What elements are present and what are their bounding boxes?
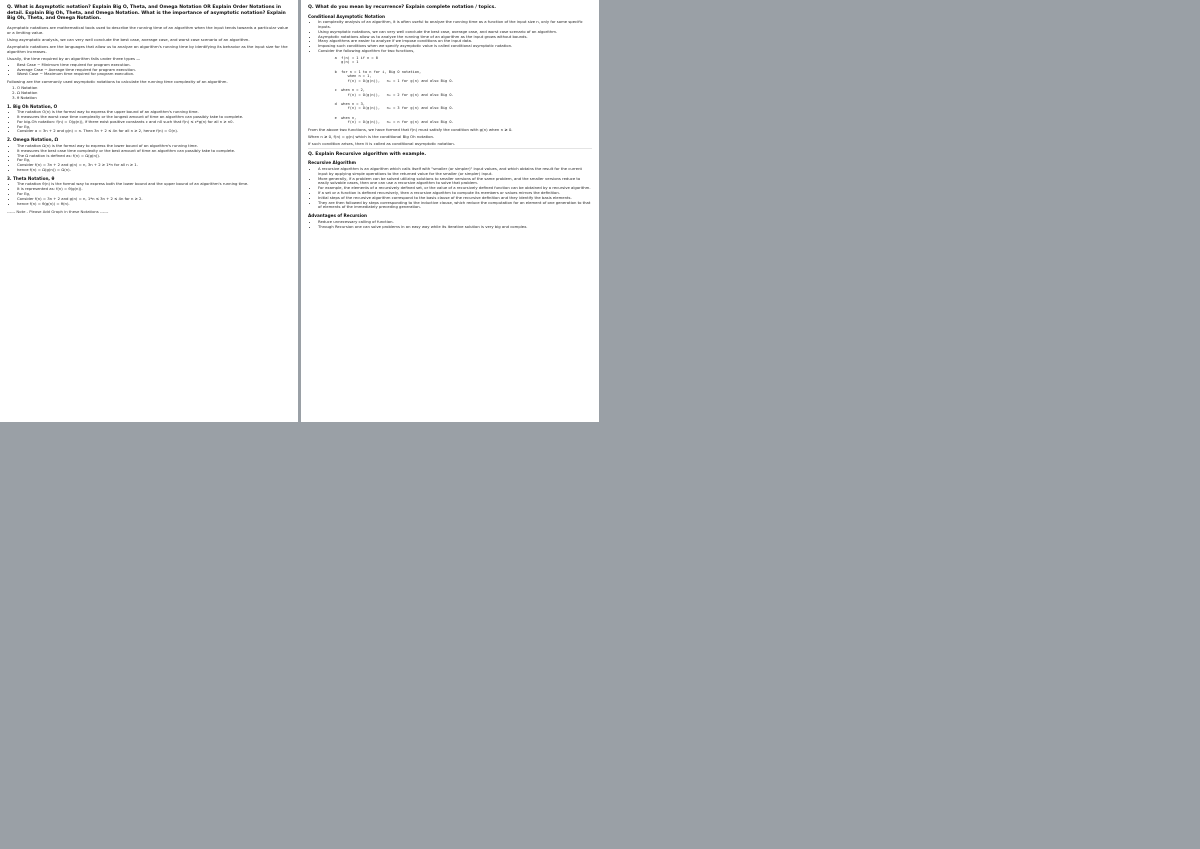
page-top-left bbox=[0, 0, 298, 422]
list-item: • They are then followed by steps corresponding to the inductive clause, which reduce the computation for an element of one generation to that of elements of the immediately preceding generation. bbox=[318, 201, 592, 211]
section-heading: 3. Theta Notation, θ bbox=[7, 175, 55, 181]
paragraph: Following are the commonly used asymptotic notations to calculate the running time complexity of an algorithm. bbox=[7, 79, 228, 85]
list-item: • Average Case − Average time required for program execution. bbox=[17, 68, 291, 73]
paragraph: Asymptotic notations are the languages that allow us to analyze an algorithm's running time by identifying its behavior as the input size for the algorithm increases. bbox=[7, 43, 288, 54]
question-title: Q. What is Asymptotic notation? Explain Big O, Theta, and Omega Notation OR Explain Order Notations in detail. Explain Big Oh, Theta, and Omega Notation. What is the importance of asymptotic notation? Explain Big Oh, Theta, and Omega Notation. bbox=[7, 5, 286, 22]
list-item: • Through Recursion one can solve problems in an easy way while its iterative solution is very big and complex. bbox=[318, 225, 592, 230]
recursive-list bbox=[308, 167, 592, 210]
list-item: • Initial steps of the recursive algorithm correspond to the basis clause of the recursive definition and they identify the basis elements. bbox=[318, 196, 592, 201]
paragraph: Using asymptotic analysis, we can very well conclude the best case, average case, and worst case scenario of an algorithm. bbox=[7, 36, 250, 42]
list-item: • It is represented as: f(n) = θ(g(n)). bbox=[17, 187, 291, 192]
case-list bbox=[7, 63, 291, 77]
list-item: • The notation θ(n) is the formal way to express both the lower bound and the upper bound of an algorithm's running time. bbox=[17, 182, 291, 187]
list-item: • hence f(n) = θ(g(n)) = θ(n). bbox=[17, 202, 291, 207]
section-heading: Recursive Algorithm bbox=[308, 160, 356, 166]
list-item: • Using asymptotic notations, we can very well conclude the best case, average case, and worst case scenario of an algorithm. bbox=[318, 30, 592, 35]
separator bbox=[308, 148, 592, 149]
list-item: • It measures the worst case time complexity or the longest amount of time an algorithm can possibly take to complete. bbox=[17, 115, 291, 120]
paragraph: Asymptotic notations are mathematical tools used to describe the running time of an algorithm when the input tends towards a particular value or a limiting value. bbox=[7, 24, 289, 35]
list-item: 3. θ Notation bbox=[17, 96, 291, 101]
section-heading: Advantages of Recursion bbox=[308, 213, 367, 219]
paragraph: From the above two functions, we have formed that f(n) must satisfy the condition with g(n) when n ≥ 0. bbox=[308, 126, 513, 132]
theta-list bbox=[7, 182, 291, 206]
question-title: Q. What do you mean by recurrence? Explain complete notation / topics. bbox=[308, 5, 496, 10]
list-item: • The Ω notation is defined as: f(n) = Ω(g(n)). bbox=[17, 154, 291, 159]
list-item: • If a set or a function is defined recursively, then a recursive algorithm to compute its members or values mirrors the definition. bbox=[318, 191, 592, 196]
list-item: • For Eg, bbox=[17, 192, 291, 197]
code-block: a f(n) = 1 if n = 0 g(n) = 1 b for n = 1 to n for i, Big O notation, when n = 1, f(n) = O(g(n)), n₀ = 1 for g(n) and also Big O. c when n = 2, f(n) = O(g(n)), n₀ = 2 for g(n) and also Big O. d when n = 3, f(n) = O(g(n)), n₀ = 3 for g(n) and also Big O. e when n, f(n) = O(g(n)), n₀ = n for g(n) and also Big O. bbox=[334, 55, 454, 125]
paragraph: Usually, the time required by an algorithm falls under three types — bbox=[7, 55, 141, 61]
list-item: • For Eg, bbox=[17, 125, 291, 130]
question-title: Q. Explain Recursive algorithm with example. bbox=[308, 151, 427, 157]
paragraph: If such condition arises, then it is called as conditional asymptotic notation. bbox=[308, 140, 456, 146]
list-item: • Imposing such conditions when we specify asymptotic value is called conditional asymptotic notation. bbox=[318, 44, 592, 49]
list-item: • For example, the elements of a recursively defined set, or the value of a recursively defined function can be obtained by a recursive algorithm. bbox=[318, 186, 592, 191]
section-heading: 2. Omega Notation, Ω bbox=[7, 137, 59, 143]
list-item: • The notation O(n) is the formal way to express the upper bound of an algorithm's running time. bbox=[17, 110, 291, 115]
conditional-list bbox=[308, 20, 592, 54]
list-item: • Consider f(n) = 3n + 2 and g(n) = n, 1*n ≤ 3n + 2 ≤ 4n for n ≥ 2. bbox=[17, 197, 291, 202]
page-top-second bbox=[301, 0, 599, 422]
list-item: • Best Case − Minimum time required for program execution. bbox=[17, 63, 291, 68]
bigo-list bbox=[7, 110, 291, 134]
list-item: • Consider a = 3n + 2 and g(n) = n. Then 3n + 2 ≤ 4n for all n ≥ 2, hence f(n) = O(n). bbox=[17, 129, 291, 134]
section-heading: Conditional Asymptotic Notation bbox=[308, 13, 385, 19]
list-item: • Worst Case − Maximum time required for program execution. bbox=[17, 72, 291, 77]
list-item: • More generally, if a problem can be solved utilizing solutions to smaller versions of the same problem, and the smaller versions reduce to easily solvable cases, then one can use a recursive algorithm to solve that problem. bbox=[318, 177, 592, 187]
paragraph: When n ≥ 0, f(n) = g(n) which is the conditional Big Oh notation. bbox=[308, 133, 435, 139]
list-item: • The notation Ω(n) is the formal way to express the lower bound of an algorithm's running time. bbox=[17, 144, 291, 149]
advantages-list bbox=[308, 220, 592, 230]
notation-list bbox=[7, 86, 291, 100]
list-item: • A recursive algorithm is an algorithm which calls itself with "smaller (or simpler)" input values, and which obtains the result for the current input by applying simple operations to the returned value for the smaller (or simpler) input. bbox=[318, 167, 592, 177]
list-item: • It measures the best case time complexity or the best amount of time an algorithm can possibly take to complete. bbox=[17, 149, 291, 154]
omega-list bbox=[7, 144, 291, 173]
list-item: • Reduce unnecessary calling of function. bbox=[318, 220, 592, 225]
list-item: • For big-Oh notation: f(n) = O(g(n)), if there exist positive constants c and n0 such that f(n) ≤ c*g(n) for all n ≥ n0. bbox=[17, 120, 291, 125]
page-footer-note: ------ Note - Please Add Graph in these Notations ------ bbox=[7, 209, 109, 215]
list-item: • Consider the following algorithm for two functions, bbox=[318, 49, 592, 54]
list-item: 2. Ω Notation bbox=[17, 91, 291, 96]
list-item: • Many algorithms are easier to analyze if we impose conditions on the input data. bbox=[318, 39, 592, 44]
section-heading: 1. Big Oh Notation, O bbox=[7, 103, 58, 109]
list-item: • In complexity analysis of an algorithm, it is often useful to analyze the running time as a function of the input size n, only for some specific inputs. bbox=[318, 20, 592, 30]
list-item: • Consider f(n) = 3n + 2 and g(n) = n, 3n + 2 ≥ 1*n for all n ≥ 1. bbox=[17, 163, 291, 168]
list-item: • Asymptotic notations allow us to analyze the running time of an algorithm as the input grows without bounds. bbox=[318, 35, 592, 40]
list-item: • For Eg, bbox=[17, 158, 291, 163]
list-item: • hence f(n) = Ω(g(n)) = Ω(n). bbox=[17, 168, 291, 173]
list-item: 1. O Notation bbox=[17, 86, 291, 91]
